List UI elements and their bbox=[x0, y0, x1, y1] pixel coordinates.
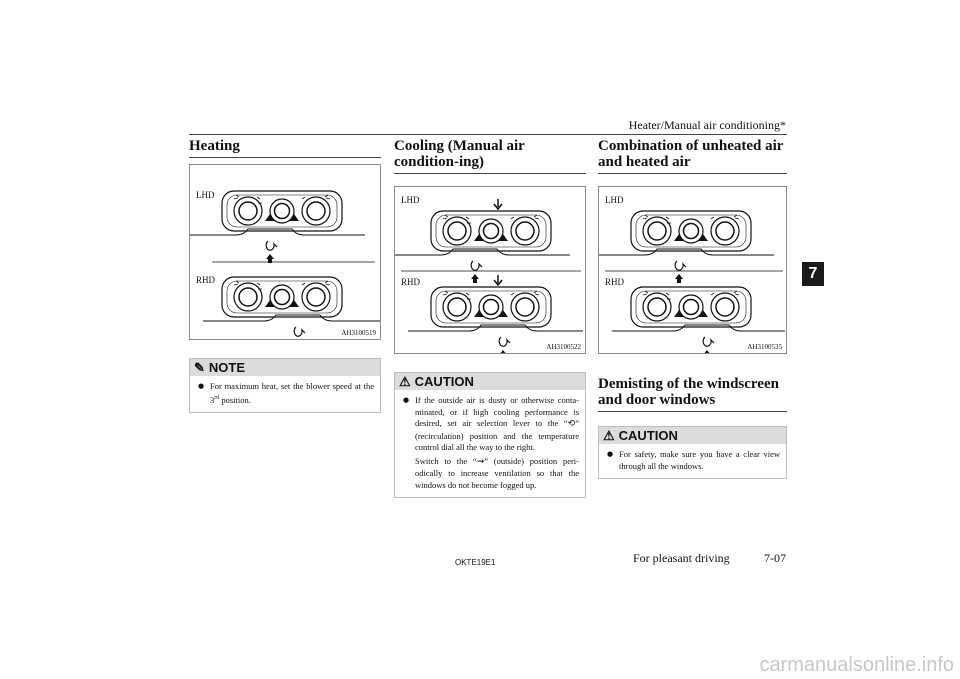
caution-text-1: If the outside air is dusty or otherwise conta-minated, or if high cooling performance is desired, set air selection lever to the “⟲” (recirculation) position and the temperature control dial all the way to the right. bbox=[415, 395, 579, 452]
outside-air-icon: ⇝ bbox=[476, 456, 485, 467]
cooling-figure bbox=[394, 186, 586, 354]
heating-section bbox=[189, 136, 381, 413]
combination-diagram bbox=[599, 187, 785, 353]
footer-section: For pleasant driving bbox=[633, 551, 730, 565]
running-header: Heater/Manual air conditioning* bbox=[628, 118, 786, 132]
heating-figure bbox=[189, 164, 381, 340]
cooling-section bbox=[394, 136, 586, 498]
caution-body bbox=[599, 444, 786, 478]
combination-figure bbox=[598, 186, 787, 354]
note-body bbox=[190, 376, 380, 412]
combination-section bbox=[598, 136, 787, 479]
heating-heading: Heating bbox=[189, 136, 381, 158]
heating-diagram bbox=[190, 165, 380, 339]
warning-icon: ⚠ bbox=[399, 373, 411, 389]
cooling-diagram bbox=[395, 187, 583, 353]
pencil-icon: ✎ bbox=[194, 359, 205, 375]
lhd-label: LHD bbox=[196, 190, 215, 200]
note-title: NOTE bbox=[208, 359, 246, 375]
recirculation-icon: ⟲ bbox=[567, 419, 576, 429]
page-number: 7-07 bbox=[764, 551, 786, 565]
figure-code: AH3100535 bbox=[747, 343, 782, 351]
caution-box bbox=[598, 426, 787, 479]
lhd-label: LHD bbox=[401, 195, 420, 205]
cooling-heading: Cooling (Manual air condition-ing) bbox=[394, 136, 586, 174]
note-box bbox=[189, 358, 381, 413]
caution-body bbox=[395, 390, 585, 497]
caution-title: CAUTION bbox=[618, 427, 678, 443]
combination-heading: Combination of unheated air and heated air bbox=[598, 136, 787, 174]
chapter-tab: 7 bbox=[802, 262, 824, 286]
bullet-icon: ● bbox=[198, 382, 205, 390]
caution-text: For safety, make sure you have a clear view through all the windows. bbox=[619, 449, 780, 471]
rhd-label: RHD bbox=[605, 277, 625, 287]
header-rule bbox=[189, 134, 787, 135]
caution-header bbox=[395, 373, 585, 390]
bullet-icon: ● bbox=[607, 450, 614, 458]
warning-icon: ⚠ bbox=[603, 427, 615, 443]
caution-box bbox=[394, 372, 586, 498]
figure-code: AH3100522 bbox=[546, 343, 581, 351]
footer-code: OKTE19E1 bbox=[455, 558, 496, 567]
rhd-label: RHD bbox=[196, 275, 216, 285]
rhd-label: RHD bbox=[401, 277, 421, 287]
watermark: carmanualsonline.info bbox=[759, 654, 954, 676]
figure-code: AH3100519 bbox=[341, 329, 376, 337]
caution-text-2: Switch to the “⇝” (outside) position peri-odically to increase ventilation so that the windows do not become fogged up. bbox=[415, 455, 579, 490]
note-text: For maximum heat, set the blower speed at the 3rd position. bbox=[210, 381, 374, 405]
lhd-label: LHD bbox=[605, 195, 624, 205]
bullet-icon: ● bbox=[403, 396, 410, 404]
caution-title: CAUTION bbox=[414, 373, 474, 389]
caution-header bbox=[599, 427, 786, 444]
note-header bbox=[190, 359, 380, 376]
demisting-heading: Demisting of the windscreen and door windows bbox=[598, 374, 787, 412]
